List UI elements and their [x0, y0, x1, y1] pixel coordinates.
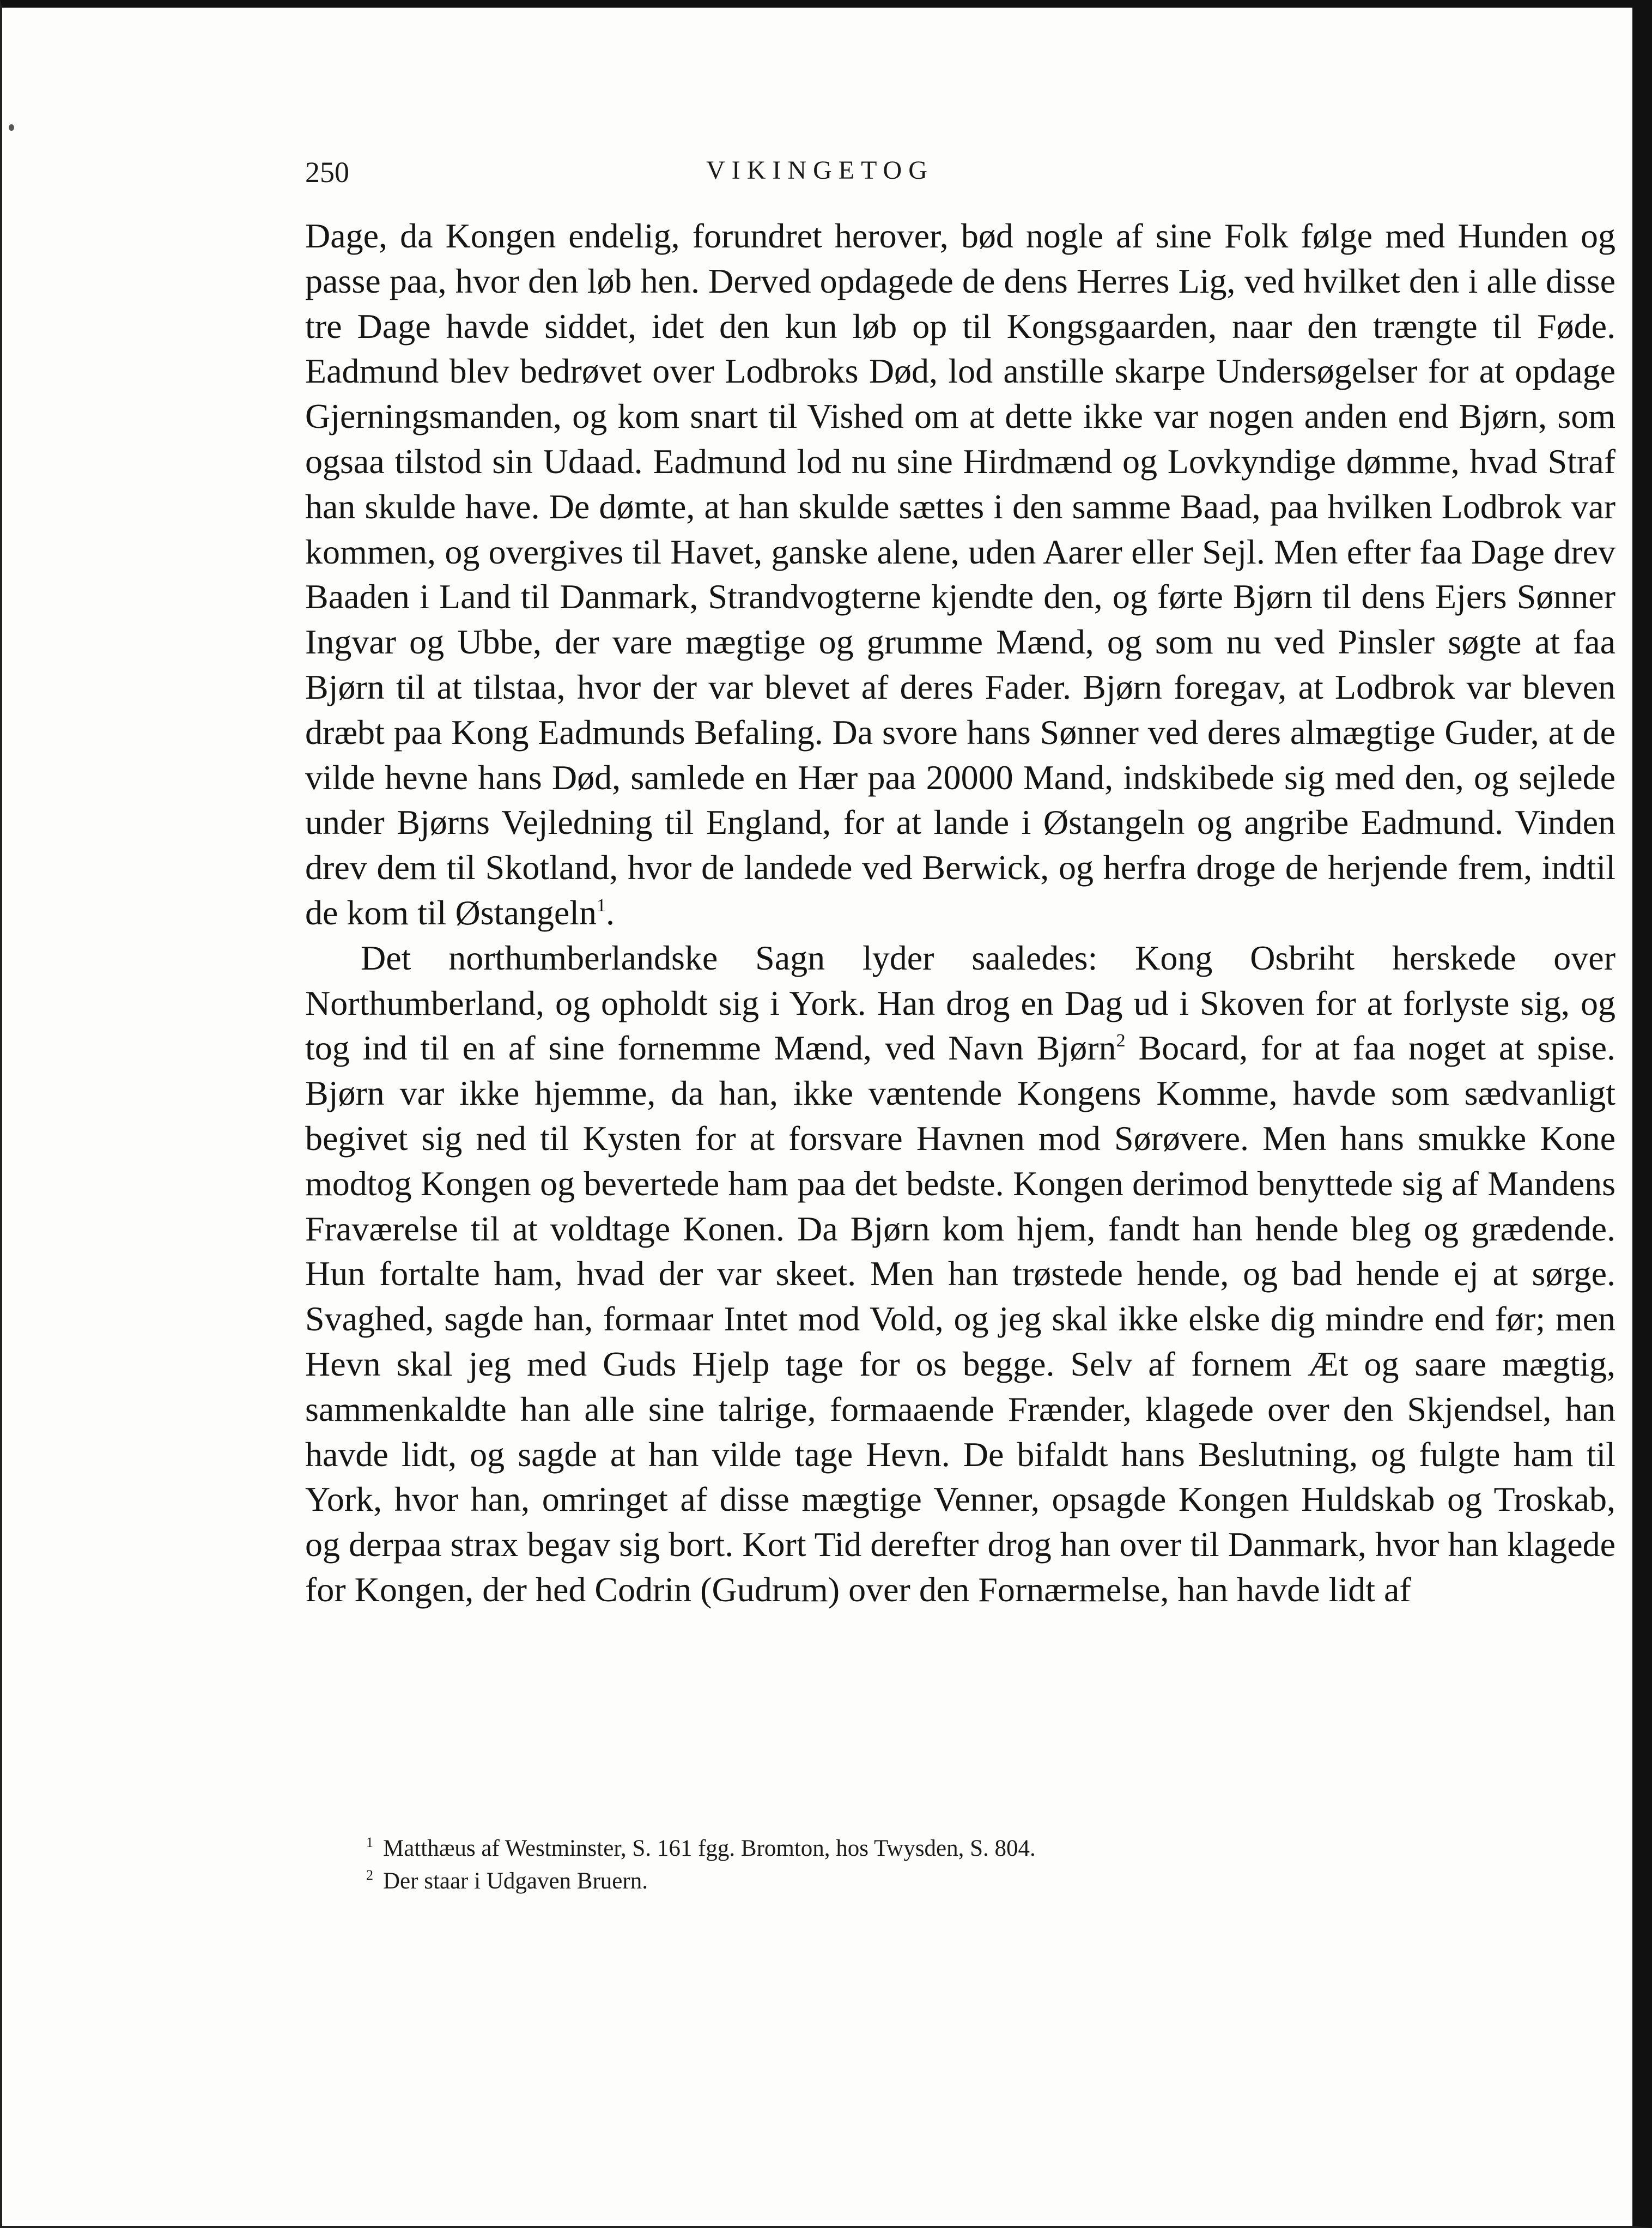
footnote-ref-1: 1 — [597, 895, 606, 916]
paragraph-2-rest: Bocard, for at faa noget at spise. Bjørn var ikke hjemme, da han, ikke væntende Kongens Komme, havde som sædvanligt begivet sig ned til Kysten for at forsvare Havnen mod Sørøvere. Men hans smukke Kone modtog Kongen og bevertede ham paa det bedste. Kongen derimod benyttede sig af Mandens Fraværelse til at voldtage Konen. Da Bjørn kom hjem, fandt han hende bleg og grædende. Hun fortalte ham, hvad der var skeet. Men han trøstede hende, og bad hende ej at sørge. Svaghed, sagde han, formaar Intet mod Vold, og jeg skal ikke elske dig mindre end før; men Hevn skal jeg med Guds Hjelp tage for os begge. Selv af fornem Æt og saare mægtig, sammenkaldte han alle sine talrige, formaaende Frænder, klagede over den Skjendsel, han havde lidt, og sagde at han vilde tage Hevn. De bifaldt hans Beslutning, og fulgte ham til York, hvor han, omringet af disse mægtige Venner, opsagde Kongen Huldskab og Troskab, og derpaa strax begav sig bort. Kort Tid derefter drog han over til Danmark, hvor han klagede for Kongen, der hed Codrin (Gudrum) over den Fornærmelse, han havde lidt af — [305, 1028, 1616, 1609]
running-head: VIKINGETOG — [706, 156, 934, 185]
page-number: 250 — [305, 156, 349, 189]
footnote-1 — [366, 1832, 1592, 1865]
footnote-ref-2: 2 — [1116, 1031, 1126, 1051]
paragraph-1-end: . — [606, 893, 615, 932]
page-header — [305, 155, 1607, 199]
scan-speck — [9, 124, 14, 131]
paragraph-1 — [305, 214, 1615, 936]
footnote-1-text: Matthæus af Westminster, S. 161 fgg. Bromton, hos Twysden, S. 804. — [383, 1836, 1036, 1861]
footnote-2-text: Der staar i Udgaven Bruern. — [383, 1868, 648, 1894]
paragraph-2-text: Det northumberlandske Sagn lyder saaledes: Kong Osbriht herskede over Northumberland, og opholdt sig i York. Han drog en Dag ud i Skoven for at forlyste sig, og tog ind til en af sine fornemme Mænd, ved Navn Bjørn — [305, 938, 1615, 1068]
footnote-1-marker: 1 — [366, 1835, 373, 1850]
footnote-2 — [366, 1865, 1592, 1898]
main-text — [305, 214, 1615, 1613]
paragraph-1-text: Dage, da Kongen endelig, forundret herover, bød nogle af sine Folk følge med Hunden og passe paa, hvor den løb hen. Derved opdagede de dens Herres Lig, ved hvilket den i alle disse tre Dage havde siddet, idet den kun løb op til Kongsgaarden, naar den trængte til Føde. Eadmund blev bedrøvet over Lodbroks Død, lod anstille skarpe Undersøgelser for at opdage Gjerningsmanden, og kom snart til Vished om at dette ikke var nogen anden end Bjørn, som ogsaa tilstod sin Udaad. Eadmund lod nu sine Hirdmænd og Lovkyndige dømme, hvad Straf han skulde have. De dømte, at han skulde sættes i den samme Baad, paa hvilken Lodbrok var kommen, og overgives til Havet, ganske alene, uden Aarer eller Sejl. Men efter faa Dage drev Baaden i Land til Danmark, Strandvogterne kjendte den, og førte Bjørn til dens Ejers Sønner Ingvar og Ubbe, der vare mægtige og grumme Mænd, og som nu ved Pinsler søgte at faa Bjørn til at tilstaa, hvor der var blevet af deres Fader. Bjørn foregav, at Lodbrok var bleven dræbt paa Kong Eadmunds Befaling. Da svore hans Sønner ved deres almægtige Guder, at de vilde hevne hans Død, samlede en Hær paa 20000 Mand, indskibede sig med den, og sejlede under Bjørns Vejledning til England, for at lande i Østangeln og angribe Eadmund. Vinden drev dem til Skotland, hvor de landede ved Berwick, og herfra droge de herjende frem, indtil de kom til Østangeln — [305, 216, 1615, 932]
footnotes — [366, 1832, 1592, 1898]
paragraph-2 — [305, 936, 1615, 1613]
footnote-2-marker: 2 — [366, 1867, 373, 1883]
